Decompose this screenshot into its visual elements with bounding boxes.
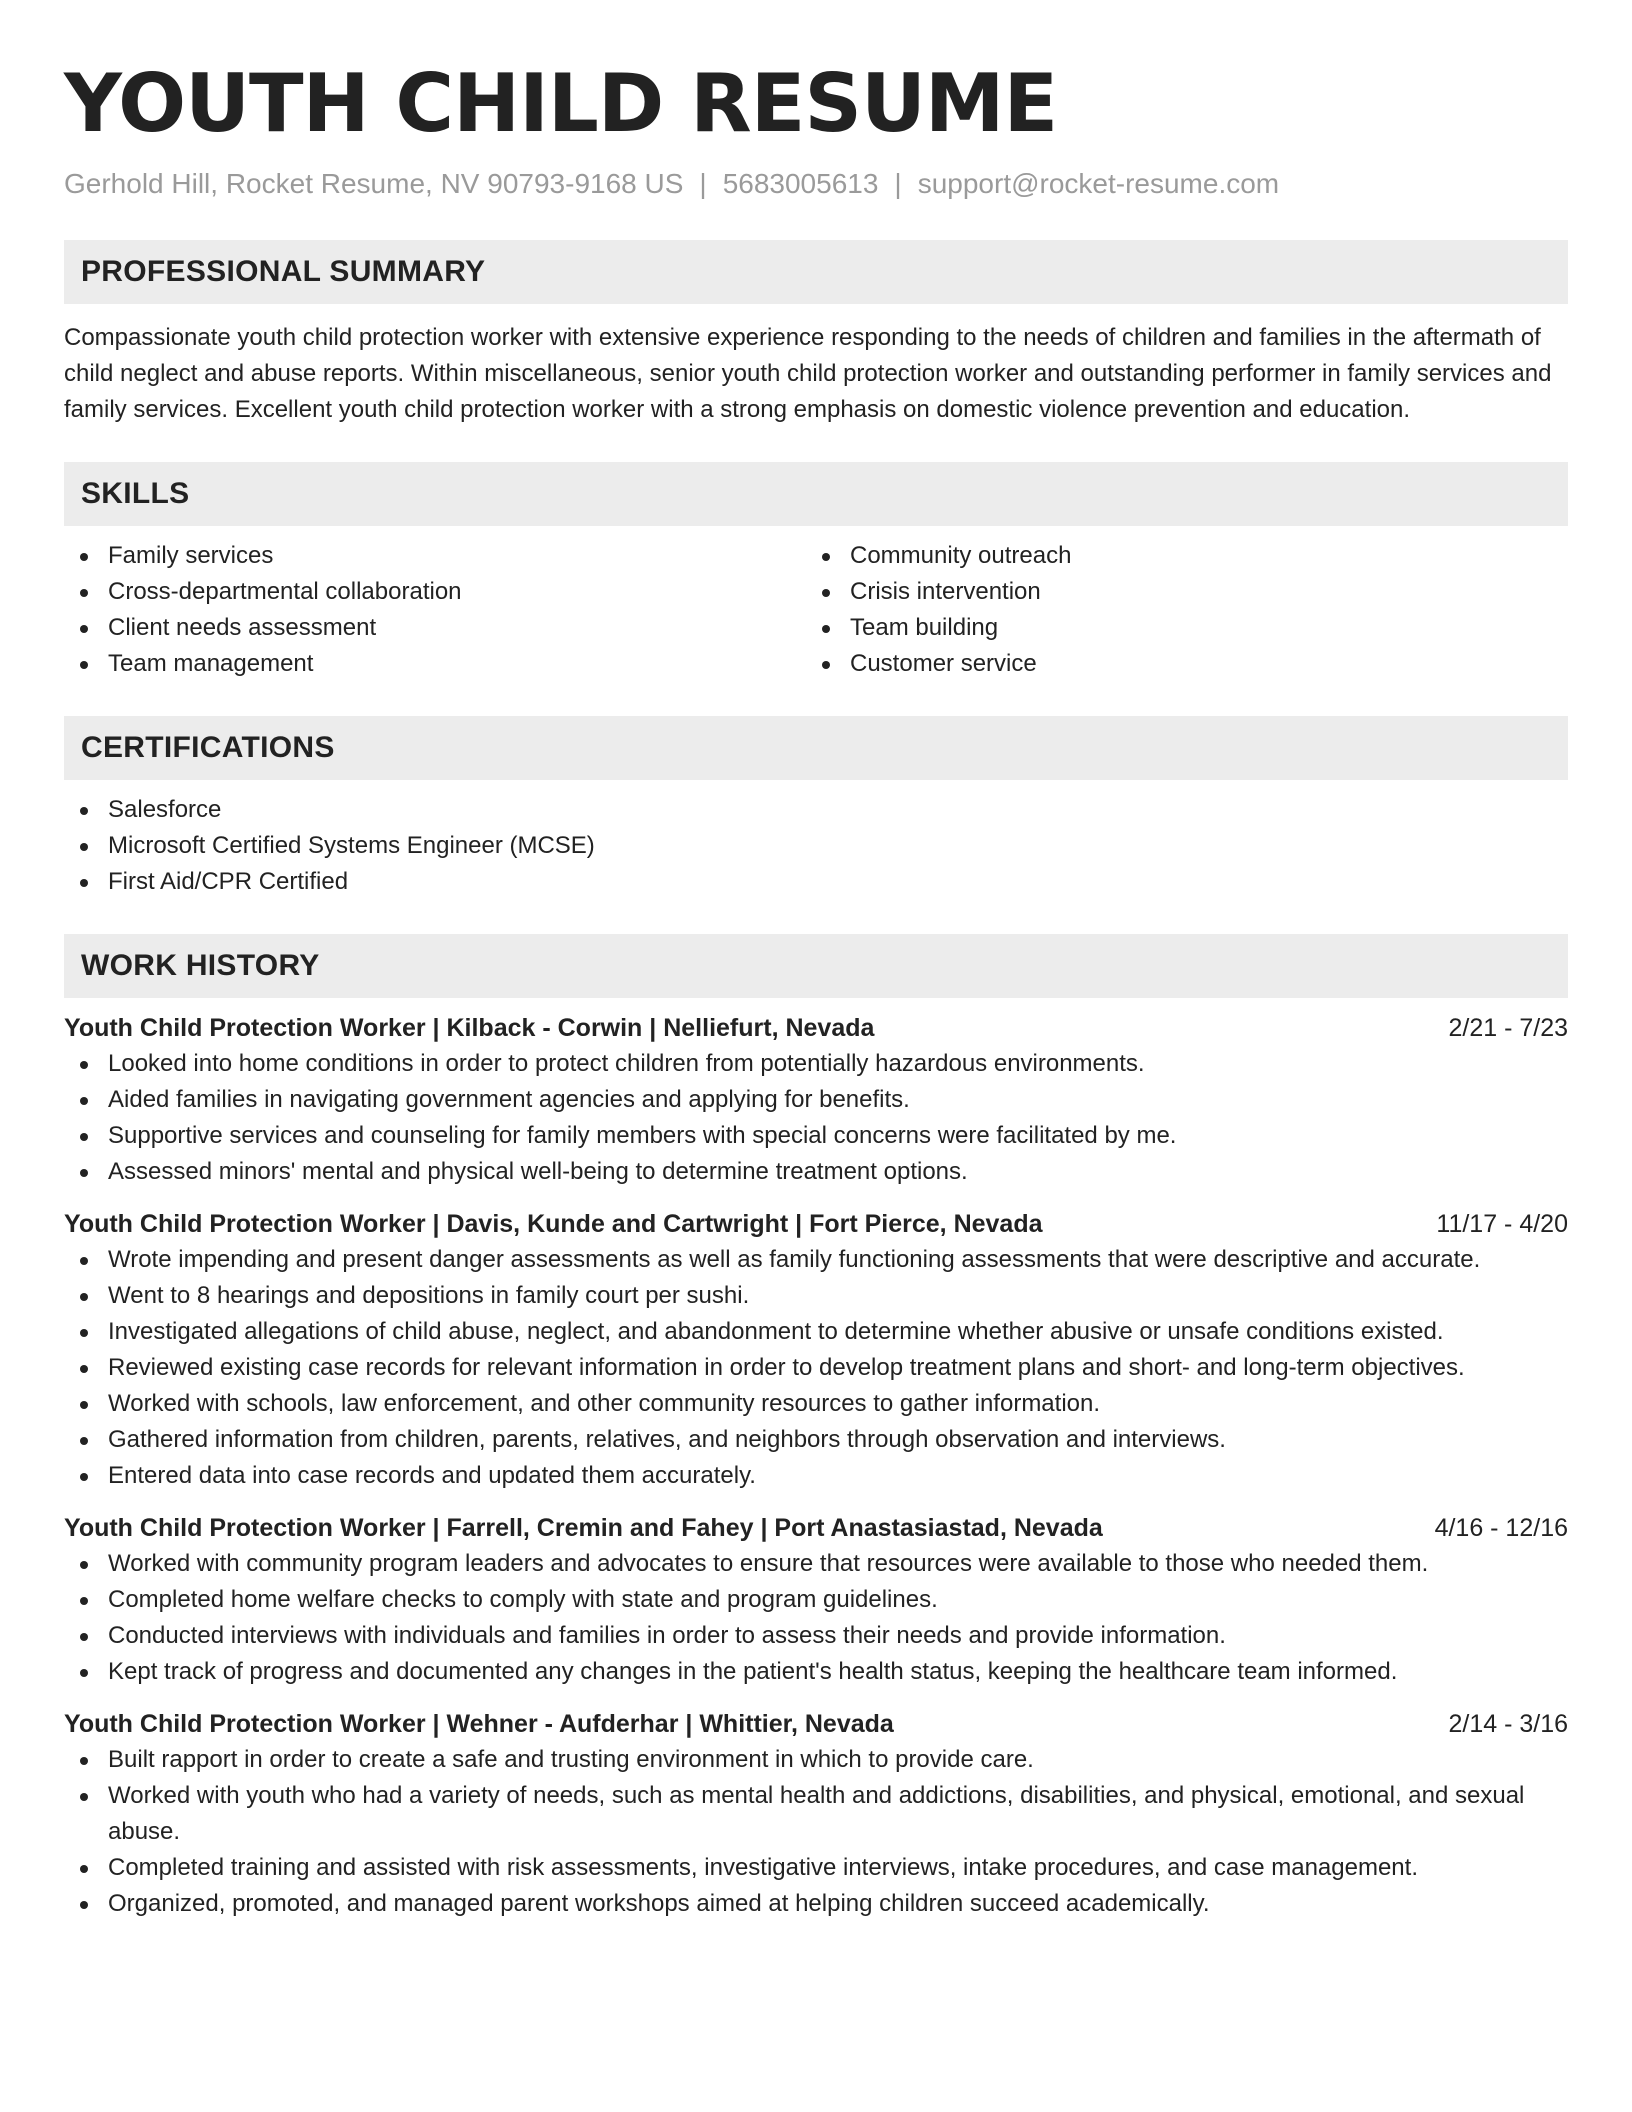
contact-email: support@rocket-resume.com [917,168,1280,199]
job-title: Youth Child Protection Worker | Wehner - Aufderhar | Whittier, Nevada [64,1710,894,1738]
work-history-section [64,934,1568,1922]
job-bullet: Organized, promoted, and managed parent workshops aimed at helping children succeed academically. [64,1886,1568,1922]
skills-right-column [806,538,1548,682]
certifications-section [64,716,1568,900]
job-bullet: Supportive services and counseling for family members with special concerns were facilitated by me. [64,1118,1568,1154]
job-header [64,1010,1568,1046]
job-bullet: Investigated allegations of child abuse, neglect, and abandonment to determine whether abusive or unsafe conditions existed. [64,1314,1568,1350]
job-entry [64,1706,1568,1922]
job-bullet: Built rapport in order to create a safe and trusting environment in which to provide care. [64,1742,1568,1778]
job-bullet: Worked with schools, law enforcement, and other community resources to gather information. [64,1386,1568,1422]
job-bullet: Aided families in navigating government agencies and applying for benefits. [64,1082,1568,1118]
skills-heading: SKILLS [64,462,1568,526]
job-entry [64,1510,1568,1690]
skill-item: Team management [64,646,806,682]
job-bullet: Worked with youth who had a variety of needs, such as mental health and addictions, disabilities, and physical, emotional, and sexual abuse. [64,1778,1568,1850]
job-bullet: Assessed minors' mental and physical well-being to determine treatment options. [64,1154,1568,1190]
job-bullet: Conducted interviews with individuals and families in order to assess their needs and provide information. [64,1618,1568,1654]
skill-item: Family services [64,538,806,574]
job-bullets [64,1046,1568,1190]
skill-item: Crisis intervention [806,574,1548,610]
job-dates: 4/16 - 12/16 [1434,1514,1568,1542]
contact-line [64,166,1568,202]
job-bullet: Completed training and assisted with risk assessments, investigative interviews, intake procedures, and case management. [64,1850,1568,1886]
job-bullet: Reviewed existing case records for relevant information in order to develop treatment plans and short- and long-term objectives. [64,1350,1568,1386]
job-bullets [64,1242,1568,1494]
skill-item: Customer service [806,646,1548,682]
job-dates: 2/21 - 7/23 [1448,1014,1568,1042]
job-header [64,1706,1568,1742]
job-dates: 11/17 - 4/20 [1436,1210,1568,1238]
job-entry [64,1206,1568,1494]
job-bullet: Went to 8 hearings and depositions in family court per sushi. [64,1278,1568,1314]
certifications-heading: CERTIFICATIONS [64,716,1568,780]
job-bullet: Wrote impending and present danger assessments as well as family functioning assessments that were descriptive and accurate. [64,1242,1568,1278]
job-bullet: Kept track of progress and documented any changes in the patient's health status, keeping the healthcare team informed. [64,1654,1568,1690]
job-title: Youth Child Protection Worker | Davis, Kunde and Cartwright | Fort Pierce, Nevada [64,1210,1043,1238]
certification-item: First Aid/CPR Certified [64,864,1568,900]
job-entry [64,1010,1568,1190]
job-header [64,1206,1568,1242]
summary-heading: PROFESSIONAL SUMMARY [64,240,1568,304]
job-bullets [64,1546,1568,1690]
job-header [64,1510,1568,1546]
job-dates: 2/14 - 3/16 [1448,1710,1568,1738]
skill-item: Client needs assessment [64,610,806,646]
skills-grid [64,538,1568,682]
job-bullet: Entered data into case records and updated them accurately. [64,1458,1568,1494]
contact-phone: 5683005613 [722,168,879,199]
work-history-heading: WORK HISTORY [64,934,1568,998]
skills-left-column [64,538,806,682]
skill-item: Community outreach [806,538,1548,574]
job-title: Youth Child Protection Worker | Farrell, Cremin and Fahey | Port Anastasiastad, Nevada [64,1514,1103,1542]
job-bullet: Looked into home conditions in order to protect children from potentially hazardous environments. [64,1046,1568,1082]
summary-section [64,240,1568,428]
job-bullet: Worked with community program leaders and advocates to ensure that resources were available to those who needed them. [64,1546,1568,1582]
contact-separator: | [699,168,707,199]
certification-item: Salesforce [64,792,1568,828]
certifications-list [64,792,1568,900]
contact-separator: | [894,168,902,199]
skill-item: Cross-departmental collaboration [64,574,806,610]
resume-name: YOUTH CHILD RESUME [64,57,1058,150]
skills-section [64,462,1568,682]
job-bullet: Completed home welfare checks to comply with state and program guidelines. [64,1582,1568,1618]
job-title: Youth Child Protection Worker | Kilback - Corwin | Nelliefurt, Nevada [64,1014,875,1042]
job-bullets [64,1742,1568,1922]
contact-address: Gerhold Hill, Rocket Resume, NV 90793-9168 US [64,168,684,199]
resume-page [64,56,1568,1922]
certification-item: Microsoft Certified Systems Engineer (MCSE) [64,828,1568,864]
skill-item: Team building [806,610,1548,646]
job-bullet: Gathered information from children, parents, relatives, and neighbors through observation and interviews. [64,1422,1568,1458]
summary-text: Compassionate youth child protection worker with extensive experience responding to the needs of children and families in the aftermath of child neglect and abuse reports. Within miscellaneous, senior youth child protection worker and outstanding performer in family services and family services. Excellent youth child protection worker with a strong emphasis on domestic violence prevention and education. [64,324,1552,423]
